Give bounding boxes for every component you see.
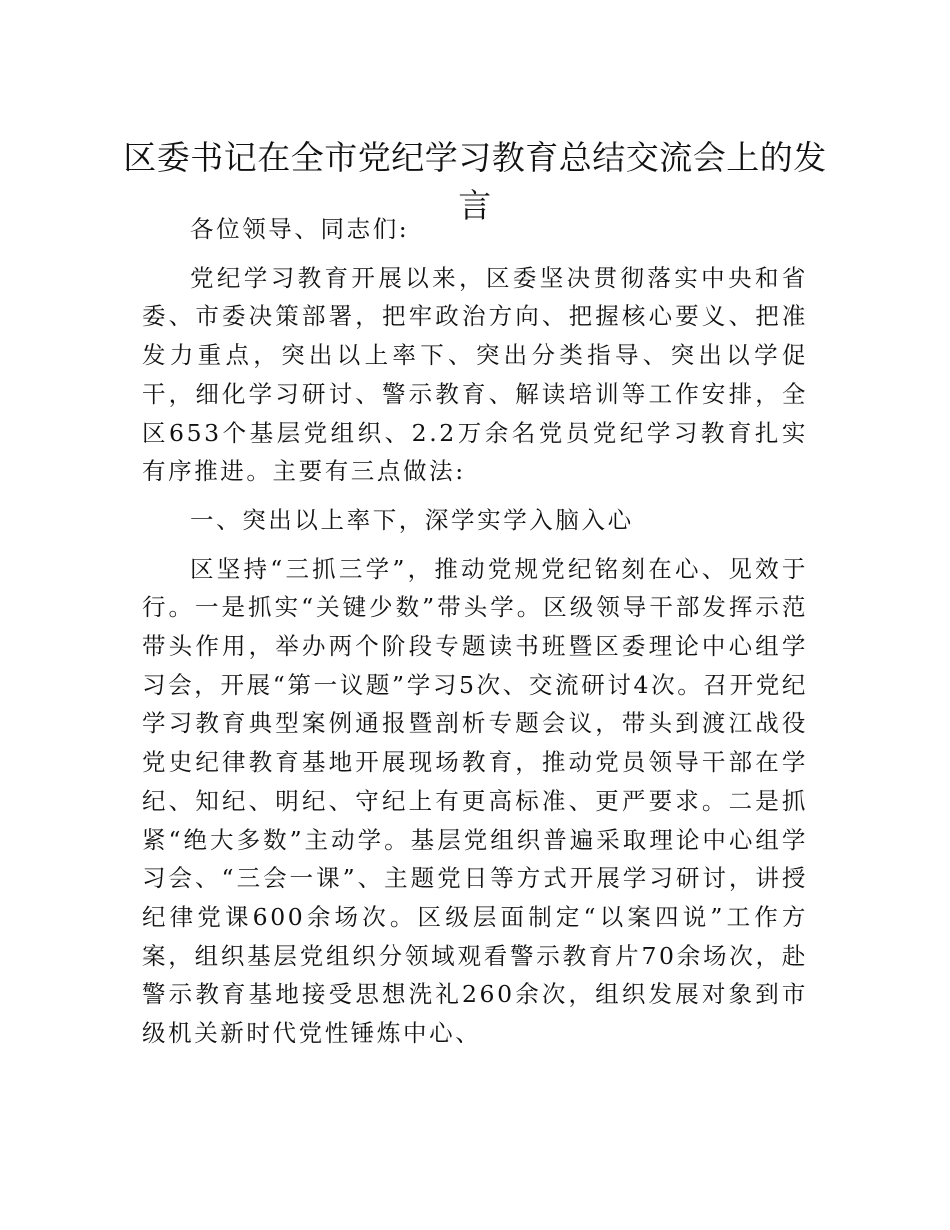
paragraph-section-1: 区坚持“三抓三学”，推动党规党纪铭刻在心、见效于行。一是抓实“关键少数”带头学。区级领导干部发挥示范带头作用，举办两个阶段专题读书班暨区委理论中心组学习会，开展“第一议题”学习5次、交流研讨4次。召开党纪学习教育典型案例通报暨剖析专题会议，带头到渡江战役党史纪律教育基地开展现场教育，推动党员领导干部在学纪、知纪、明纪、守纪上有更高标准、更严要求。二是抓紧“绝大多数”主动学。基层党组织普遍采取理论中心组学习会、“三会一课”、主题党日等方式开展学习研讨，讲授纪律党课600余场次。区级层面制定“以案四说”工作方案，组织基层党组织分领域观看警示教育片70余场次，赴警示教育基地接受思想洗礼260余次，组织发展对象到市级机关新时代党性锤炼中心、 (142, 554, 808, 1048)
paragraph-intro: 党纪学习教育开展以来，区委坚决贯彻落实中央和省委、市委决策部署，把牢政治方向、把握核心要义、把准发力重点，突出以上率下、突出分类指导、突出以学促干，细化学习研讨、警示教育、解读培训等工作安排，全区653个基层党组织、2.2万余名党员党纪学习教育扎实有序推进。主要有三点做法: (142, 263, 808, 486)
greeting: 各位领导、同志们: (190, 215, 410, 243)
section-heading-1: 一、突出以上率下，深学实学入脑入心 (190, 505, 634, 534)
document-title: 区委书记在全市党纪学习教育总结交流会上的发言 (123, 138, 827, 226)
document-body (142, 210, 808, 1053)
